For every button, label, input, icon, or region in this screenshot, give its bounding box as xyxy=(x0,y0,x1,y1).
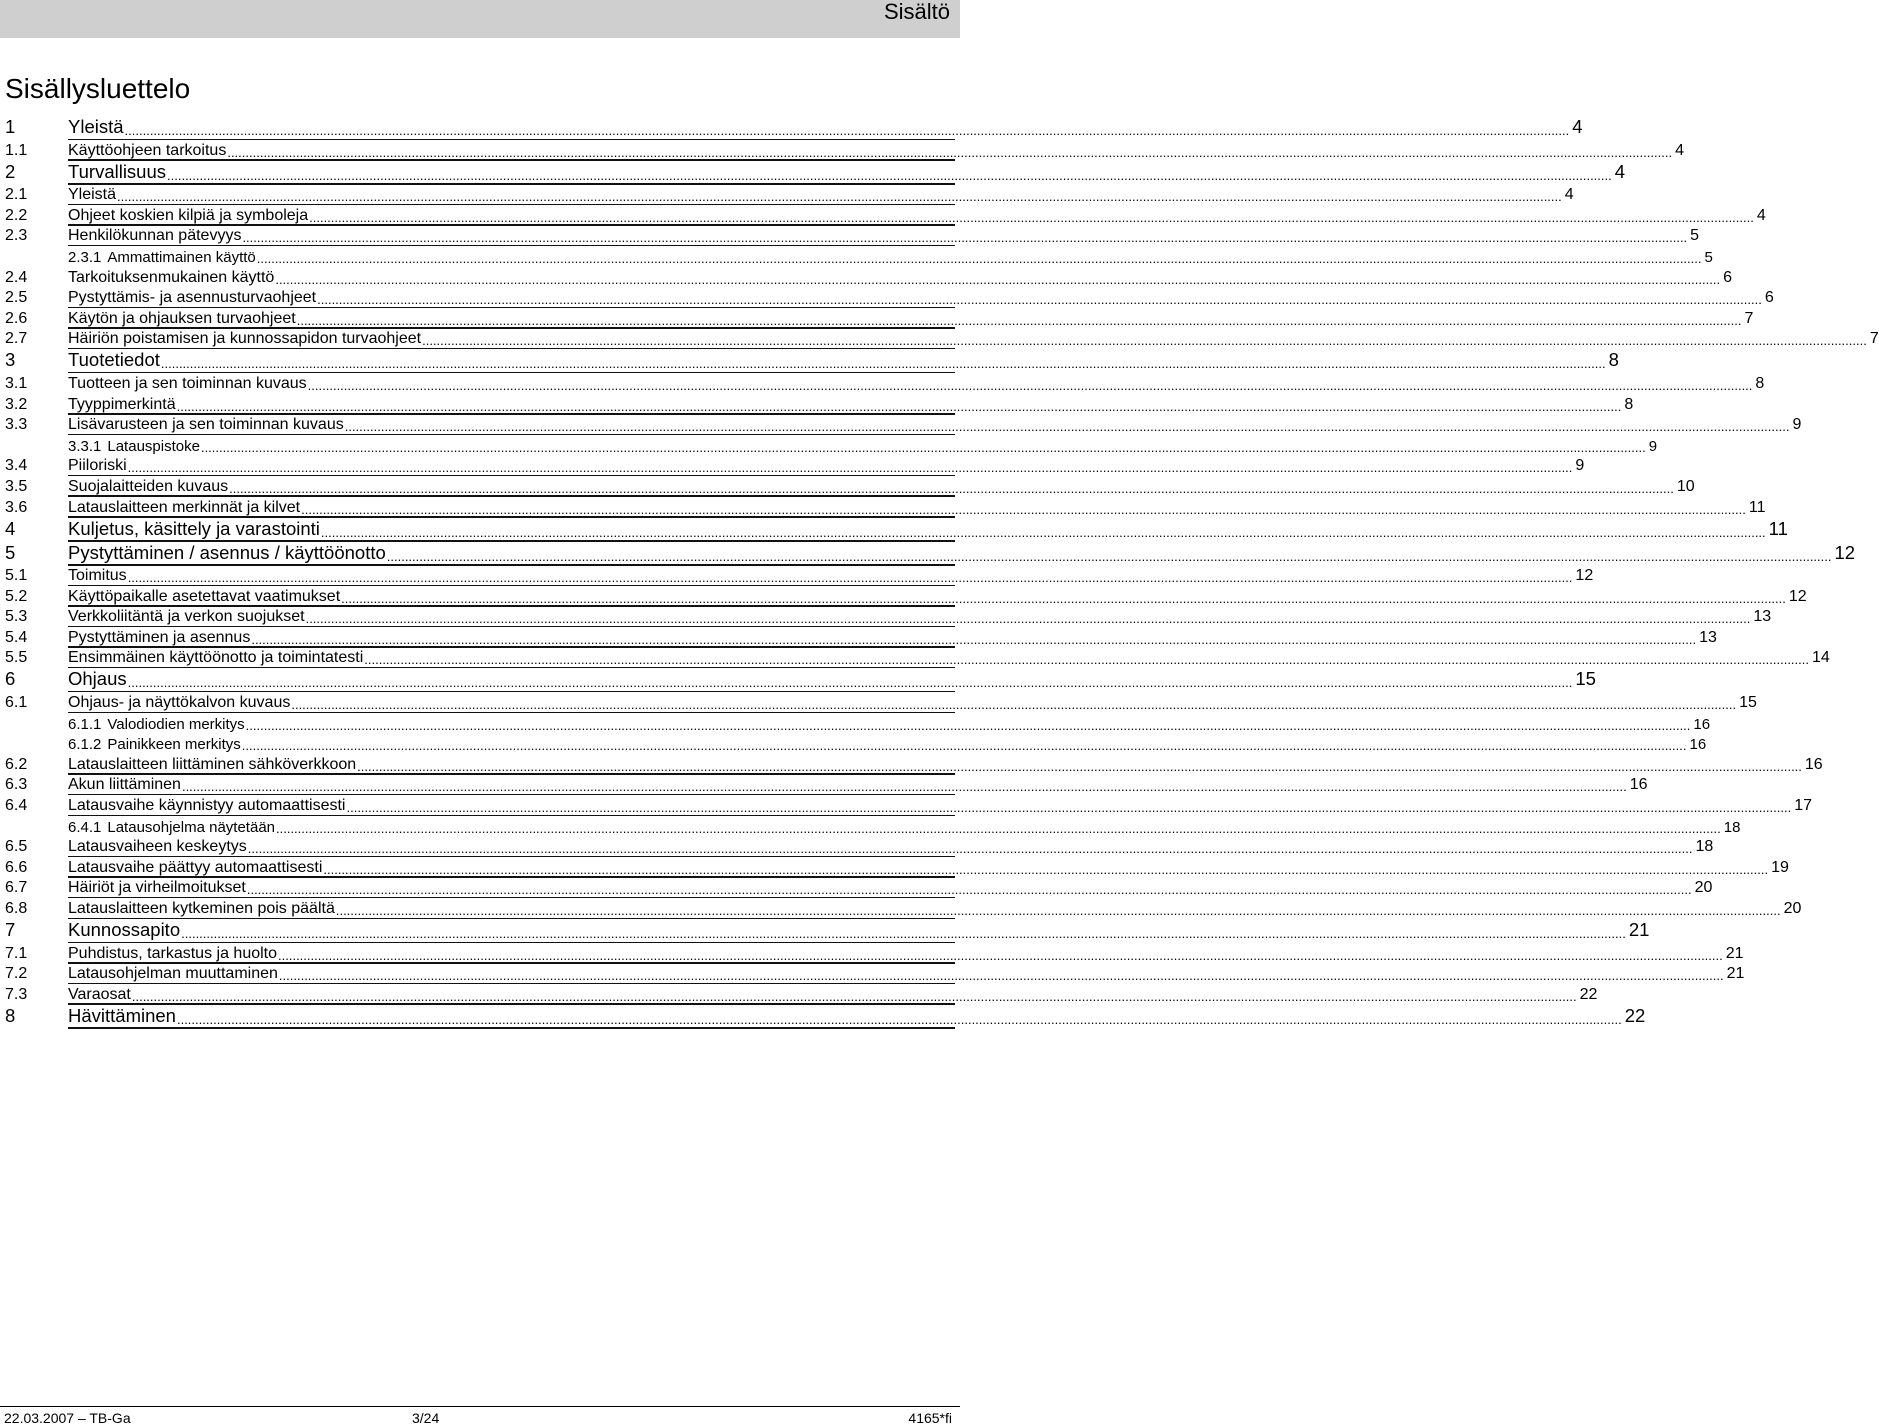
toc-entry-page: 20 xyxy=(1694,879,1713,897)
toc-entry-number: 5.5 xyxy=(5,649,28,667)
toc-entry-number: 6.8 xyxy=(5,900,28,917)
toc-entry-number: 7 xyxy=(5,919,16,940)
toc-entry-title: Ohjaus xyxy=(68,668,127,690)
toc-entry-number: 6.1.1 xyxy=(68,715,102,733)
toc-entry-page: 12 xyxy=(1834,541,1856,563)
toc-entry-page: 21 xyxy=(1628,919,1650,940)
toc-entry-title: Käyttöpaikalle asetettavat vaatimukset xyxy=(68,587,341,605)
toc-entry[interactable] xyxy=(5,246,1713,267)
toc-entry-page: 17 xyxy=(1794,797,1813,815)
toc-entry-page: 14 xyxy=(1812,649,1830,667)
toc-entry[interactable] xyxy=(5,185,1574,206)
toc-entry-title: Henkilökunnan pätevyys xyxy=(68,227,242,245)
toc-entry[interactable] xyxy=(5,205,1766,226)
toc-entry[interactable] xyxy=(5,415,1802,436)
toc-entry-page: 16 xyxy=(1689,736,1707,754)
toc-entry-title: Ammattimainen käyttö xyxy=(107,248,256,266)
toc-entry-title: Turvallisuus xyxy=(68,160,167,182)
toc-entry-number: 3 xyxy=(5,349,16,371)
toc-entry-number: 6 xyxy=(5,668,16,690)
toc-entry-title: Ohjaus- ja näyttökalvon kuvaus xyxy=(68,694,291,712)
toc-dot-leader: ................................................................................................................................................................................................................................................................................................................................................................................................................ xyxy=(117,189,1562,205)
toc-entry-page: 11 xyxy=(1768,517,1788,539)
toc-entry-page: 9 xyxy=(1792,416,1802,434)
toc-dot-leader: ................................................................................................................................................................................................................................................................................................................................................................................................................ xyxy=(305,611,1751,627)
toc-entry-title: Häiriön poistamisen ja kunnossapidon turvaohjeet xyxy=(68,330,422,348)
toc-entry[interactable] xyxy=(5,435,1658,456)
toc-dot-leader: ................................................................................................................................................................................................................................................................................................................................................................................................................ xyxy=(278,968,1724,984)
toc-entry-page: 10 xyxy=(1676,477,1695,495)
toc-entry-page: 8 xyxy=(1608,349,1619,371)
toc-dot-leader: ................................................................................................................................................................................................................................................................................................................................................................................................................ xyxy=(247,841,1693,857)
toc-entry[interactable] xyxy=(5,775,1648,796)
toc-dot-leader: ................................................................................................................................................................................................................................................................................................................................................................................................................ xyxy=(341,590,1786,606)
toc-entry-page: 4 xyxy=(1756,206,1766,224)
toc-entry-page: 15 xyxy=(1575,668,1596,690)
toc-dot-leader: ................................................................................................................................................................................................................................................................................................................................................................................................................ xyxy=(275,271,1721,287)
toc-dot-leader: ................................................................................................................................................................................................................................................................................................................................................................................................................ xyxy=(127,460,1573,476)
toc-dot-leader: ................................................................................................................................................................................................................................................................................................................................................................................................................ xyxy=(301,501,1746,517)
toc-entry-page: 4 xyxy=(1564,186,1574,204)
toc-entry-number: 6.4.1 xyxy=(68,818,102,836)
toc-dot-leader: ................................................................................................................................................................................................................................................................................................................................................................................................................ xyxy=(317,292,1762,308)
toc-entry-page: 19 xyxy=(1771,858,1789,876)
toc-entry[interactable] xyxy=(5,476,1695,497)
toc-title: Sisällysluettelo xyxy=(5,73,191,104)
toc-entry-number: 6.6 xyxy=(5,858,28,876)
toc-entry-page: 5 xyxy=(1704,248,1713,266)
toc-entry-page: 6 xyxy=(1764,289,1774,307)
toc-entry[interactable] xyxy=(5,648,1830,669)
toc-entry[interactable] xyxy=(5,692,1757,713)
toc-entry-title: Yleistä xyxy=(68,186,117,204)
toc-entry[interactable] xyxy=(5,329,1879,350)
toc-entry-page: 20 xyxy=(1783,900,1802,917)
toc-entry-number: 3.3.1 xyxy=(68,437,102,455)
toc-entry-page: 22 xyxy=(1624,1004,1646,1026)
toc-dot-leader: ................................................................................................................................................................................................................................................................................................................................................................................................................ xyxy=(167,167,1612,183)
toc-entry-title: Käytön ja ohjauksen turvaohjeet xyxy=(68,309,296,327)
toc-entry-title: Valodiodien merkitys xyxy=(107,715,245,733)
toc-entry-page: 21 xyxy=(1725,944,1744,962)
toc-entry-title: Latauslaitteen liittäminen sähköverkkoon xyxy=(68,755,357,773)
toc-dot-leader: ................................................................................................................................................................................................................................................................................................................................................................................................................ xyxy=(124,123,1570,138)
toc-entry-page: 4 xyxy=(1572,116,1583,137)
toc-entry-title: Piiloriski xyxy=(68,457,127,475)
page-header-bar xyxy=(0,0,960,38)
toc-entry-number: 8 xyxy=(5,1004,16,1026)
toc-entry[interactable] xyxy=(5,857,1789,878)
toc-entry[interactable] xyxy=(5,288,1774,309)
toc-entry-number: 7.2 xyxy=(5,965,28,983)
toc-entry[interactable] xyxy=(5,373,1765,394)
toc-entry-number: 2.5 xyxy=(5,289,28,307)
toc-entry-number: 6.4 xyxy=(5,797,28,815)
toc-entry-number: 3.2 xyxy=(5,395,28,413)
toc-dot-leader: ................................................................................................................................................................................................................................................................................................................................................................................................................ xyxy=(335,903,1781,918)
header-title: Sisältö xyxy=(883,0,950,24)
toc-entry-title: Painikkeen merkitys xyxy=(107,736,241,754)
toc-entry[interactable] xyxy=(5,140,1684,161)
toc-entry-page: 9 xyxy=(1648,437,1658,455)
toc-entry[interactable] xyxy=(5,964,1745,985)
toc-entry[interactable] xyxy=(5,267,1732,288)
toc-dot-leader: ................................................................................................................................................................................................................................................................................................................................................................................................................ xyxy=(176,398,1622,414)
toc-entry-title: Tyyppimerkintä xyxy=(68,395,176,413)
toc-entry-page: 15 xyxy=(1739,694,1757,712)
toc-entry[interactable] xyxy=(5,754,1823,775)
toc-entry-page: 21 xyxy=(1726,965,1745,983)
toc-entry[interactable] xyxy=(5,627,1717,648)
toc-entry-title: Latauslaitteen merkinnät ja kilvet xyxy=(68,498,301,516)
toc-entry-page: 18 xyxy=(1695,838,1714,856)
toc-entry-page: 16 xyxy=(1693,715,1711,733)
toc-entry-number: 3.5 xyxy=(5,477,28,495)
toc-entry-title: Verkkoliitäntä ja verkon suojukset xyxy=(68,608,305,626)
toc-entry-number: 6.1.2 xyxy=(68,736,102,754)
toc-dot-leader: ................................................................................................................................................................................................................................................................................................................................................................................................................ xyxy=(127,570,1573,586)
toc-entry[interactable] xyxy=(5,837,1714,858)
toc-entry[interactable] xyxy=(5,713,1711,734)
toc-entry-number: 2.3 xyxy=(5,227,28,245)
toc-entry-title: Puhdistus, tarkastus ja huolto xyxy=(68,944,278,962)
toc-entry-number: 2 xyxy=(5,160,16,182)
toc-entry-title: Varaosat xyxy=(68,985,131,1003)
toc-entry-title: Pystyttämis- ja asennusturvaohjeet xyxy=(68,289,317,307)
toc-dot-leader: ................................................................................................................................................................................................................................................................................................................................................................................................................ xyxy=(176,1011,1622,1027)
toc-entry-page: 6 xyxy=(1723,268,1732,286)
toc-entry[interactable] xyxy=(5,878,1713,899)
toc-entry[interactable] xyxy=(5,226,1700,247)
toc-dot-leader: ................................................................................................................................................................................................................................................................................................................................................................................................................ xyxy=(200,439,1646,455)
toc-dot-leader: ................................................................................................................................................................................................................................................................................................................................................................................................................ xyxy=(242,230,1688,246)
toc-entry-page: 12 xyxy=(1575,567,1594,585)
toc-entry-page: 8 xyxy=(1755,374,1765,392)
toc-dot-leader: ................................................................................................................................................................................................................................................................................................................................................................................................................ xyxy=(131,988,1577,1004)
toc-entry-number: 5.3 xyxy=(5,608,28,626)
footer-doc-id: 4165*fi xyxy=(908,1410,952,1426)
toc-entry-title: Suojalaitteiden kuvaus xyxy=(68,477,229,495)
footer-page-number: 3/24 xyxy=(412,1410,440,1426)
toc-entry[interactable] xyxy=(5,668,1596,692)
toc-entry-title: Kuljetus, käsittely ja varastointi xyxy=(68,517,320,539)
toc-entry[interactable] xyxy=(5,734,1707,755)
toc-entry-title: Toimitus xyxy=(68,567,127,585)
toc-entry[interactable] xyxy=(5,517,1788,542)
toc-entry-title: Tarkoituksenmukainen käyttö xyxy=(68,268,275,286)
toc-entry-number: 1 xyxy=(5,116,16,137)
toc-entry-number: 3.1 xyxy=(5,374,28,392)
toc-entry-number: 7.1 xyxy=(5,944,28,962)
toc-entry-title: Ohjeet koskien kilpiä ja symboleja xyxy=(68,206,309,224)
toc-entry-title: Lisävarusteen ja sen toiminnan kuvaus xyxy=(68,416,344,434)
toc-entry-page: 4 xyxy=(1675,141,1684,159)
toc-entry-page: 8 xyxy=(1624,395,1634,413)
toc-entry-number: 5.1 xyxy=(5,567,28,585)
toc-entry-number: 2.1 xyxy=(5,186,28,204)
toc-entry-title: Pystyttäminen / asennus / käyttöönotto xyxy=(68,541,386,563)
toc-entry[interactable] xyxy=(5,497,1766,518)
toc-entry-number: 4 xyxy=(5,517,16,539)
toc-entry-title: Latauslaitteen kytkeminen pois päältä xyxy=(68,900,335,917)
toc-entry-page: 7 xyxy=(1744,309,1754,327)
toc-entry-page: 16 xyxy=(1629,776,1648,794)
toc-entry-title: Latausvaihe käynnistyy automaattisesti xyxy=(68,797,346,815)
toc-entry-page: 18 xyxy=(1723,818,1741,836)
toc-entry-page: 9 xyxy=(1575,457,1585,475)
footer-date-author: 22.03.2007 – TB-Ga xyxy=(4,1410,131,1426)
toc-entry-title: Akun liittäminen xyxy=(68,776,181,794)
toc-dot-leader: ................................................................................................................................................................................................................................................................................................................................................................................................................ xyxy=(241,738,1687,754)
toc-entry-title: Hävittäminen xyxy=(68,1004,176,1026)
toc-entry-number: 6.2 xyxy=(5,755,28,773)
toc-entry-number: 5 xyxy=(5,541,16,563)
toc-entry[interactable] xyxy=(5,1004,1646,1029)
toc-entry-page: 11 xyxy=(1748,498,1766,516)
toc-entry-title: Tuotteen ja sen toiminnan kuvaus xyxy=(68,374,307,392)
toc-entry-number: 2.2 xyxy=(5,206,28,224)
toc-entry-page: 12 xyxy=(1788,587,1807,605)
toc-dot-leader: ................................................................................................................................................................................................................................................................................................................................................................................................................ xyxy=(357,758,1802,774)
toc-entry-number: 6.7 xyxy=(5,879,28,897)
toc-entry-title: Käyttöohjeen tarkoitus xyxy=(68,141,227,159)
toc-entry-number: 3.4 xyxy=(5,457,28,475)
toc-dot-leader: ................................................................................................................................................................................................................................................................................................................................................................................................................ xyxy=(181,779,1627,795)
toc-entry-title: Pystyttäminen ja asennus xyxy=(68,628,251,646)
toc-dot-leader: ................................................................................................................................................................................................................................................................................................................................................................................................................ xyxy=(251,631,1697,647)
toc-entry-number: 6.5 xyxy=(5,838,28,856)
toc-entry-title: Latauspistoke xyxy=(107,437,200,455)
toc-entry[interactable] xyxy=(5,541,1856,566)
toc-dot-leader: ................................................................................................................................................................................................................................................................................................................................................................................................................ xyxy=(386,548,1832,564)
toc-entry-number: 2.4 xyxy=(5,268,28,286)
toc-dot-leader: ................................................................................................................................................................................................................................................................................................................................................................................................................ xyxy=(364,652,1809,668)
toc-entry[interactable] xyxy=(5,456,1585,477)
toc-entry-number: 6.1 xyxy=(5,694,28,712)
toc-entry-page: 4 xyxy=(1614,160,1626,182)
table-of-contents xyxy=(5,116,1879,1029)
toc-dot-leader: ................................................................................................................................................................................................................................................................................................................................................................................................................ xyxy=(246,882,1692,898)
toc-entry-number: 2.6 xyxy=(5,309,28,327)
toc-entry[interactable] xyxy=(5,394,1634,415)
toc-entry-title: Tuotetiedot xyxy=(68,349,160,371)
toc-entry[interactable] xyxy=(5,795,1813,816)
toc-dot-leader: ................................................................................................................................................................................................................................................................................................................................................................................................................ xyxy=(346,800,1792,816)
toc-entry-number: 1.1 xyxy=(5,141,28,159)
toc-entry-title: Kunnossapito xyxy=(68,919,181,940)
toc-entry-title: Häiriöt ja virheilmoitukset xyxy=(68,879,246,897)
toc-dot-leader: ................................................................................................................................................................................................................................................................................................................................................................................................................ xyxy=(422,333,1867,349)
toc-dot-leader: ................................................................................................................................................................................................................................................................................................................................................................................................................ xyxy=(296,312,1742,328)
toc-entry-number: 2.3.1 xyxy=(68,248,102,266)
toc-dot-leader: ................................................................................................................................................................................................................................................................................................................................................................................................................ xyxy=(309,209,1754,225)
toc-dot-leader: ................................................................................................................................................................................................................................................................................................................................................................................................................ xyxy=(245,717,1691,733)
toc-entry-title: Latausohjelma näytetään xyxy=(107,818,275,836)
toc-entry[interactable] xyxy=(5,160,1626,185)
toc-entry-number: 5.2 xyxy=(5,587,28,605)
toc-entry[interactable] xyxy=(5,308,1754,329)
page-footer xyxy=(0,1406,960,1427)
toc-dot-leader: ................................................................................................................................................................................................................................................................................................................................................................................................................ xyxy=(344,419,1790,435)
toc-dot-leader: ................................................................................................................................................................................................................................................................................................................................................................................................................ xyxy=(181,926,1626,941)
toc-dot-leader: ................................................................................................................................................................................................................................................................................................................................................................................................................ xyxy=(160,356,1606,372)
toc-dot-leader: ................................................................................................................................................................................................................................................................................................................................................................................................................ xyxy=(229,480,1674,496)
toc-entry[interactable] xyxy=(5,607,1772,628)
toc-dot-leader: ................................................................................................................................................................................................................................................................................................................................................................................................................ xyxy=(227,144,1673,160)
toc-entry-page: 13 xyxy=(1753,608,1772,626)
toc-dot-leader: ................................................................................................................................................................................................................................................................................................................................................................................................................ xyxy=(127,675,1573,691)
toc-entry-number: 7.3 xyxy=(5,985,28,1003)
toc-dot-leader: ................................................................................................................................................................................................................................................................................................................................................................................................................ xyxy=(307,377,1753,393)
toc-entry-title: Latausvaihe päättyy automaattisesti xyxy=(68,858,323,876)
toc-entry-title: Latausohjelman muuttaminen xyxy=(68,965,278,983)
toc-entry-title: Latausvaiheen keskeytys xyxy=(68,838,247,856)
toc-entry-number: 2.7 xyxy=(5,330,28,348)
toc-entry-number: 5.4 xyxy=(5,628,28,646)
toc-dot-leader: ................................................................................................................................................................................................................................................................................................................................................................................................................ xyxy=(320,524,1766,540)
toc-entry-title: Ensimmäinen käyttöönotto ja toimintatesti xyxy=(68,649,364,667)
toc-dot-leader: ................................................................................................................................................................................................................................................................................................................................................................................................................ xyxy=(291,697,1737,713)
toc-entry[interactable] xyxy=(5,586,1807,607)
toc-entry-number: 6.3 xyxy=(5,776,28,794)
toc-entry[interactable] xyxy=(5,984,1598,1005)
toc-entry[interactable] xyxy=(5,349,1619,373)
toc-entry-page: 16 xyxy=(1804,755,1823,773)
toc-entry[interactable] xyxy=(5,898,1802,919)
toc-dot-leader: ................................................................................................................................................................................................................................................................................................................................................................................................................ xyxy=(276,820,1721,836)
toc-entry-number: 3.3 xyxy=(5,416,28,434)
toc-entry-page: 5 xyxy=(1690,227,1700,245)
toc-entry-number: 3.6 xyxy=(5,498,28,516)
toc-dot-leader: ................................................................................................................................................................................................................................................................................................................................................................................................................ xyxy=(256,250,1702,266)
toc-entry-page: 22 xyxy=(1579,985,1598,1003)
toc-entry-title: Yleistä xyxy=(68,116,124,137)
toc-dot-leader: ................................................................................................................................................................................................................................................................................................................................................................................................................ xyxy=(278,947,1723,963)
toc-entry-page: 7 xyxy=(1869,330,1879,348)
toc-entry[interactable] xyxy=(5,943,1744,964)
toc-dot-leader: ................................................................................................................................................................................................................................................................................................................................................................................................................ xyxy=(323,861,1769,877)
toc-entry[interactable] xyxy=(5,816,1741,837)
toc-entry[interactable] xyxy=(5,116,1583,140)
toc-entry[interactable] xyxy=(5,566,1594,587)
toc-entry-page: 13 xyxy=(1699,628,1717,646)
toc-entry[interactable] xyxy=(5,919,1650,943)
